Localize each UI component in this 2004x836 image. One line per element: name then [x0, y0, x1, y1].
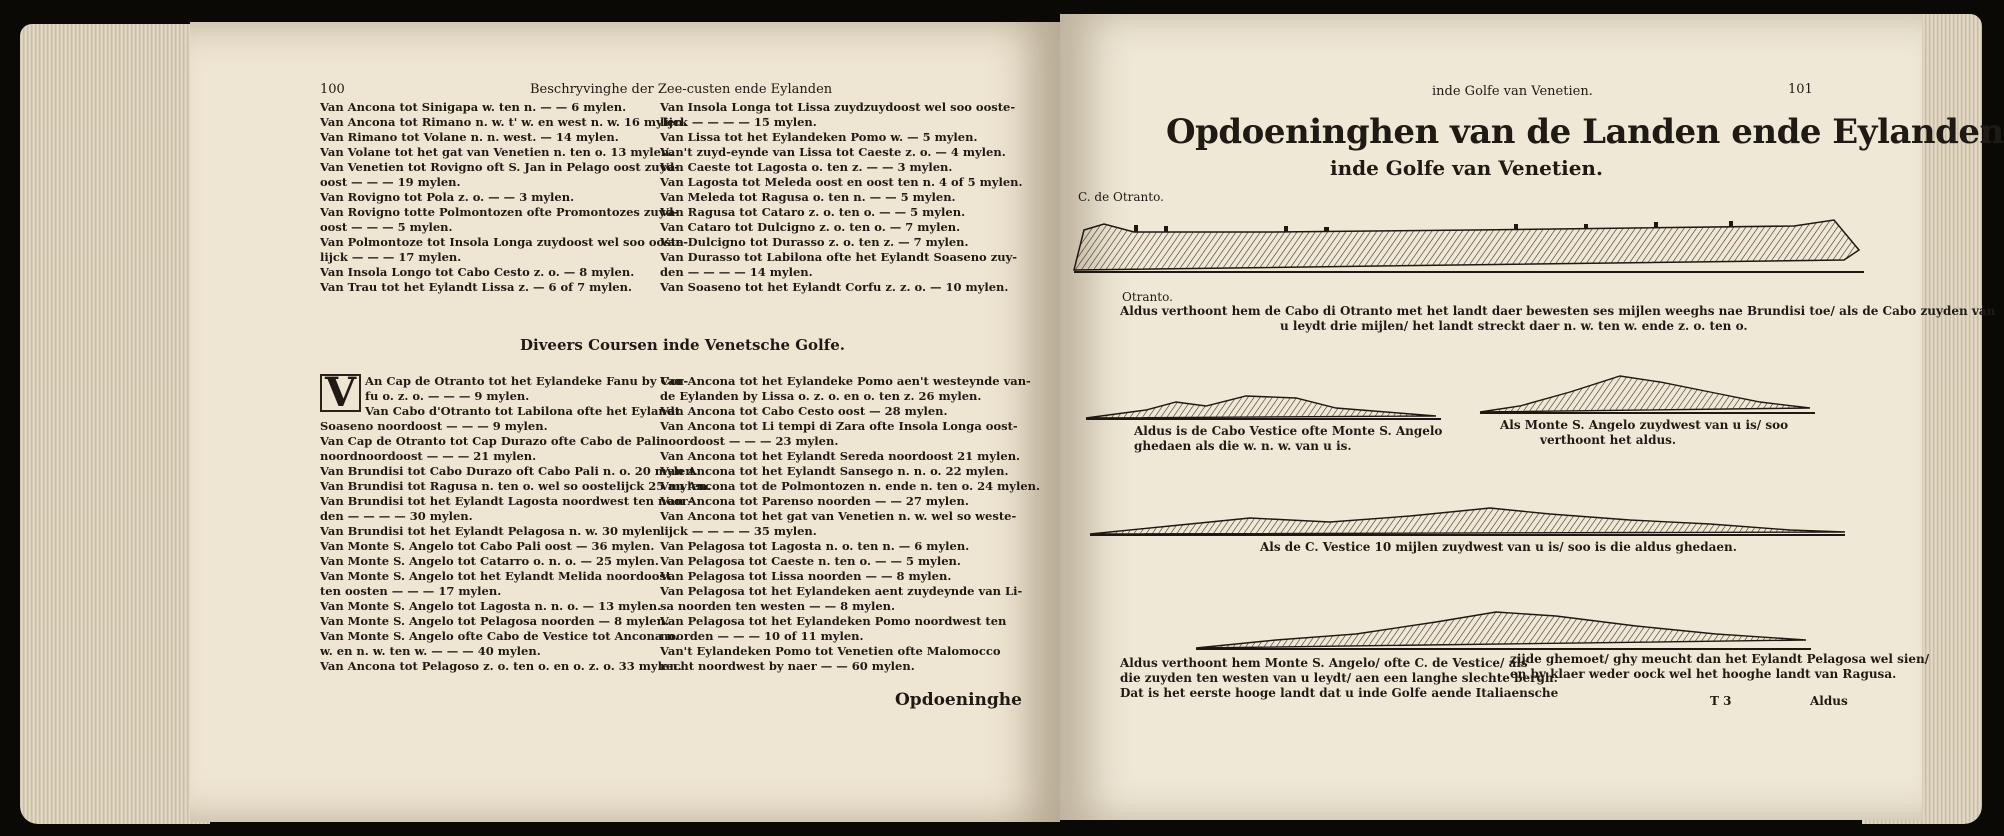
caption-line: en by klaer weder oock wel het hooghe landt van Ragusa.: [1510, 667, 1897, 681]
distance-line: Van Volane tot het gat van Venetien n. ten o. 13 mylen.: [320, 145, 674, 159]
caption-line: Aldus verthoont hem Monte S. Angelo/ ofte C. de Vestice/ als: [1120, 656, 1528, 670]
course-line: lijck — — — — 35 mylen.: [660, 524, 817, 538]
course-line: Van Monte S. Angelo tot Catarro o. n. o. — 25 mylen.: [320, 554, 659, 568]
caption-line: Als Monte S. Angelo zuydwest van u is/ soo: [1500, 418, 1789, 432]
course-line: noordoost — — — 23 mylen.: [660, 434, 839, 448]
course-line: Van Brundisi tot Ragusa n. ten o. wel so oostelijck 25 mylen.: [320, 479, 712, 493]
left-page-edges: [20, 24, 210, 824]
distance-line: Van Ancona tot Sinigapa w. ten n. — — 6 mylen.: [320, 100, 627, 114]
course-line: Van Ancona tot Li tempi di Zara ofte Insola Longa oost-: [660, 419, 1018, 433]
plate-subtitle: inde Golfe van Venetien.: [1330, 156, 1603, 180]
course-line: de Eylanden by Lissa o. z. o. en o. ten z. 26 mylen.: [660, 389, 982, 403]
section-heading: Diveers Coursen inde Venetsche Golfe.: [520, 336, 845, 354]
courses-column-1: [320, 369, 712, 674]
course-line: Van Ancona tot het gat van Venetien n. w. wel so weste-: [660, 509, 1017, 523]
course-line: Van Brundisi tot het Eylandt Lagosta noordwest ten noor-: [320, 494, 693, 508]
caption-line: Dat is het eerste hooge landt dat u inde Golfe aende Italiaensche: [1120, 686, 1559, 700]
distance-line: oost — — — 19 mylen.: [320, 175, 461, 189]
course-line: Van Cap de Otranto tot Cap Durazo ofte Cabo de Pali: [320, 434, 661, 448]
profile4-caption: Als de C. Vestice 10 mijlen zuydwest van u is/ soo is die aldus ghedaen.: [1260, 540, 1737, 554]
signature-mark: T 3: [1710, 694, 1732, 708]
course-line: den — — — — 30 mylen.: [320, 509, 473, 523]
caption-line: verthoont het aldus.: [1540, 433, 1677, 447]
monte-s-angelo-south-profile: [1196, 604, 1816, 654]
course-line: Van Pelagosa tot Lagosta n. o. ten n. — 6 mylen.: [660, 539, 970, 553]
distance-line: oost — — — 5 mylen.: [320, 220, 453, 234]
course-line: Van Monte S. Angelo tot Lagosta n. n. o. — 13 mylen.: [320, 599, 662, 613]
distance-line: Van Rovigno totte Polmontozen ofte Promontozes zuyd-: [320, 205, 679, 219]
right-catchword: Aldus: [1810, 694, 1848, 708]
course-line: noorden — — — 10 of 11 mylen.: [660, 629, 864, 643]
cabo-vestice-profile: [1086, 384, 1446, 424]
distance-line: Van Rovigno tot Pola z. o. — — 3 mylen.: [320, 190, 575, 204]
caption-line: u leydt drie mijlen/ het landt streckt daer n. w. ten w. ende z. o. ten o.: [1280, 319, 1748, 333]
right-running-head: inde Golfe van Venetien.: [1432, 84, 1593, 99]
distance-line: lijck — — — — 15 mylen.: [660, 115, 817, 129]
course-line: Van Brundisi tot Cabo Durazo oft Cabo Pali n. o. 20 mylen.: [320, 464, 698, 478]
caption-line: die zuyden ten westen van u leydt/ aen een langhe slechte bergh.: [1120, 671, 1558, 685]
distance-line: lijck — — — 17 mylen.: [320, 250, 462, 264]
right-page: [1060, 14, 2004, 820]
course-line: Van Pelagosa tot het Eylandeken aent zuydeynde van Li-: [660, 584, 1023, 598]
caption-line: ghedaen als die w. n. w. van u is.: [1134, 439, 1352, 453]
course-line: Van Monte S. Angelo tot Cabo Pali oost — 36 mylen.: [320, 539, 655, 553]
plate-title: Opdoeninghen van de Landen ende Eylanden: [1166, 112, 2004, 152]
caption-line: zijde ghemoet/ ghy meucht dan het Eylandt Pelagosa wel sien/: [1510, 652, 1930, 666]
course-line: fu o. z. o. — — — 9 mylen.: [365, 389, 530, 403]
distance-line: Van Ragusa tot Cataro z. o. ten o. — — 5 mylen.: [660, 205, 966, 219]
profile1-label-bottom: Otranto.: [1122, 290, 1173, 304]
distance-line: Van Soaseno tot het Eylandt Corfu z. z. o. — 10 mylen.: [660, 280, 1009, 294]
course-line: Van Monte S. Angelo tot Pelagosa noorden — 8 mylen.: [320, 614, 669, 628]
course-line: Van Ancona tot de Polmontozen n. ende n. ten o. 24 mylen.: [660, 479, 1041, 493]
distance-line: Van Trau tot het Eylandt Lissa z. — 6 of 7 mylen.: [320, 280, 632, 294]
course-line: Van Ancona tot Pelagoso z. o. ten o. en o. z. o. 33 mylen.: [320, 659, 682, 673]
course-line: Van Monte S. Angelo tot het Eylandt Melida noordoost: [320, 569, 672, 583]
left-page-number: 100: [320, 82, 345, 97]
course-line: Van Ancona tot het Eylandt Sereda noordoost 21 mylen.: [660, 449, 1021, 463]
course-line: Van't Eylandeken Pomo tot Venetien ofte Malomocco: [660, 644, 1001, 658]
distance-line: Van Insola Longo tot Cabo Cesto z. o. — 8 mylen.: [320, 265, 635, 279]
caption-line: Aldus verthoont hem de Cabo di Otranto met het landt daer bewesten ses mijlen weeghs nae Brundisi toe/ als de Cabo zuyden van: [1120, 304, 1996, 318]
course-line: noordnoordoost — — — 21 mylen.: [320, 449, 537, 463]
course-line: Van Ancona tot het Eylandt Sansego n. n. o. 22 mylen.: [660, 464, 1009, 478]
course-line: Van Ancona tot Cabo Cesto oost — 28 mylen.: [660, 404, 948, 418]
profile2-caption: [1134, 424, 1442, 454]
caption-line: Aldus is de Cabo Vestice ofte Monte S. Angelo: [1134, 424, 1443, 438]
course-line: ten oosten — — — 17 mylen.: [320, 584, 502, 598]
course-line: Van Brundisi tot het Eylandt Pelagosa n. w. 30 mylen.: [320, 524, 665, 538]
distance-line: Van Polmontoze tot Insola Longa zuydoost wel soo ooste-: [320, 235, 689, 249]
profile5-caption-right: [1510, 652, 1929, 682]
distance-line: Van Venetien tot Rovigno oft S. Jan in Pelago oost zuyd-: [320, 160, 680, 174]
left-page: [190, 22, 1060, 822]
distance-line: Van Caeste tot Lagosta o. ten z. — — 3 mylen.: [660, 160, 953, 174]
distance-line: Van Durasso tot Labilona ofte het Eylandt Soaseno zuy-: [660, 250, 1018, 264]
distance-line: Van Dulcigno tot Durasso z. o. ten z. — 7 mylen.: [660, 235, 969, 249]
profile1-label-top: C. de Otranto.: [1078, 190, 1164, 204]
otranto-coast-profile: [1074, 210, 1874, 290]
courses-column-2: [660, 374, 1041, 674]
course-line: Van Cabo d'Otranto tot Labilona ofte het Eylandt: [365, 404, 681, 418]
course-line: Van Monte S. Angelo ofte Cabo de Vestice tot Ancona n.: [320, 629, 679, 643]
course-line: w. en n. w. ten w. — — — 40 mylen.: [320, 644, 541, 658]
right-page-number: 101: [1788, 82, 1813, 97]
course-line: Van Ancona tot het Eylandeke Pomo aen't westeynde van-: [660, 374, 1031, 388]
profile1-caption: [1120, 304, 1995, 334]
monte-s-angelo-profile: [1480, 368, 1820, 418]
distance-line: Van Lagosta tot Meleda oost en oost ten n. 4 of 5 mylen.: [660, 175, 1023, 189]
vestice-10-miles-profile: [1090, 500, 1850, 540]
distance-line: Van't zuyd-eynde van Lissa tot Caeste z. o. — 4 mylen.: [660, 145, 1006, 159]
course-line: Van Pelagosa tot Lissa noorden — — 8 mylen.: [660, 569, 952, 583]
distance-line: Van Ancona tot Rimano n. w. t' w. en west n. w. 16 mylen.: [320, 115, 687, 129]
profile3-caption: [1500, 418, 1788, 448]
course-line: Van Pelagosa tot het Eylandeken Pomo noordwest ten: [660, 614, 1007, 628]
profile5-caption-left: [1120, 656, 1558, 701]
distance-line: Van Rimano tot Volane n. n. west. — 14 mylen.: [320, 130, 619, 144]
distance-line: Van Insola Longa tot Lissa zuydzuydoost wel soo ooste-: [660, 100, 1016, 114]
course-line: Soaseno noordoost — — — 9 mylen.: [320, 419, 548, 433]
course-line: Van Pelagosa tot Caeste n. ten o. — — 5 mylen.: [660, 554, 961, 568]
course-line: An Cap de Otranto tot het Eylandeke Fanu by Cor-: [365, 374, 689, 388]
left-running-head: Beschryvinghe der Zee-custen ende Eylanden: [530, 82, 833, 97]
distance-line: Van Cataro tot Dulcigno z. o. ten o. — 7 mylen.: [660, 220, 961, 234]
distance-line: den — — — — 14 mylen.: [660, 265, 813, 279]
distance-line: Van Meleda tot Ragusa o. ten n. — — 5 mylen.: [660, 190, 956, 204]
distances-column-1: [320, 100, 689, 295]
left-catchword: Opdoeninghe: [895, 690, 1022, 710]
drop-cap: V: [320, 374, 361, 412]
distances-column-2: [660, 100, 1023, 295]
course-line: sa noorden ten westen — — 8 mylen.: [660, 599, 896, 613]
open-book: [20, 14, 2004, 824]
course-line: Van Ancona tot Parenso noorden — — 27 mylen.: [660, 494, 969, 508]
course-line: recht noordwest by naer — — 60 mylen.: [660, 659, 915, 673]
distance-line: Van Lissa tot het Eylandeken Pomo w. — 5 mylen.: [660, 130, 978, 144]
